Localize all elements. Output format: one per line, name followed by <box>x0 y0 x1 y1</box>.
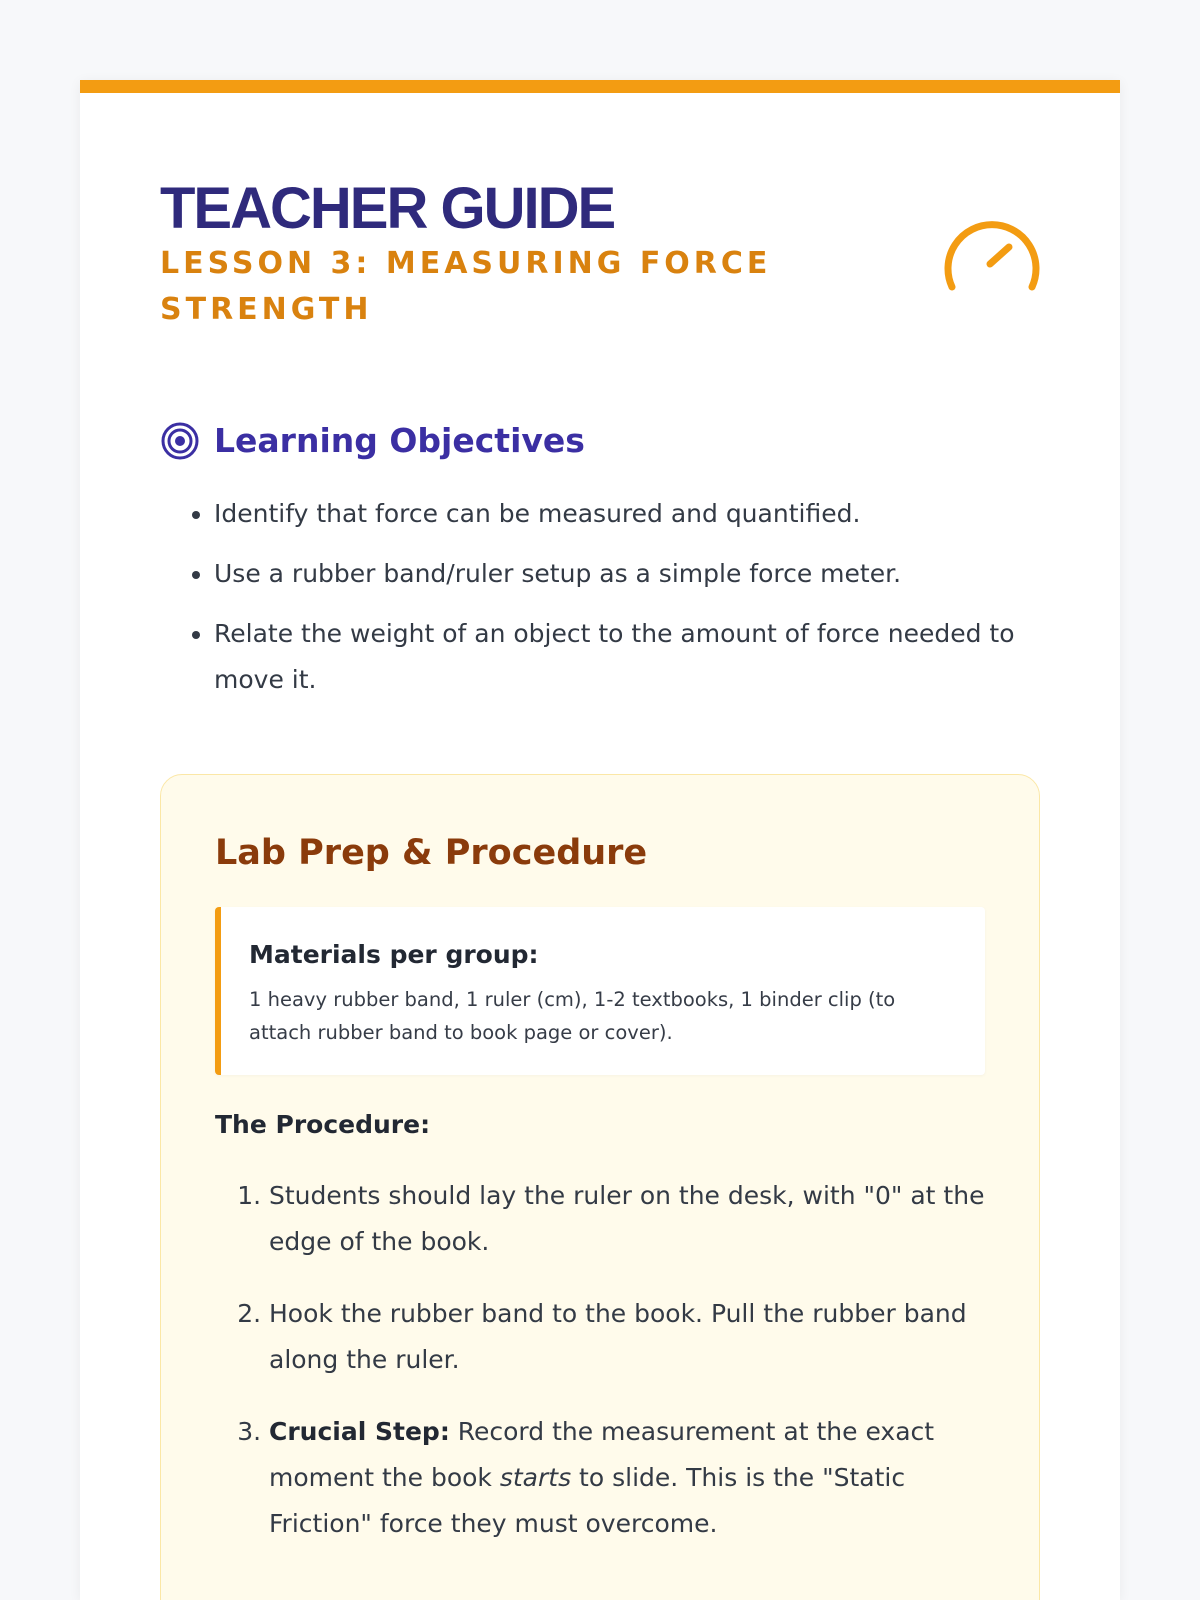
lesson-subtitle: LESSON 3: MEASURING FORCE STRENGTH <box>160 246 772 327</box>
procedure-step: 1. Students should lay the ruler on the desk, with "0" at the edge of the book. <box>269 1173 985 1265</box>
list-item: • Use a rubber band/ruler setup as a simple force meter. <box>214 551 1040 597</box>
gauge-icon <box>942 217 1042 297</box>
target-icon <box>160 421 200 461</box>
list-item: • Identify that force can be measured and quantified. <box>214 491 1040 537</box>
objectives-heading <box>160 419 1040 463</box>
step-text: Record the measurement at the exact moment the book <box>269 1417 935 1492</box>
procedure-title: The Procedure: <box>215 1110 431 1139</box>
lab-title: Lab Prep & Procedure <box>215 833 648 873</box>
objectives-title: Learning Objectives <box>214 421 585 460</box>
procedure-steps <box>215 1173 985 1547</box>
step-emphasis: starts <box>499 1463 572 1492</box>
procedure-step: 2. Hook the rubber band to the book. Pull the rubber band along the ruler. <box>269 1291 985 1383</box>
objectives-list <box>160 491 1040 703</box>
teacher-guide-page <box>80 80 1120 1600</box>
lab-prep-card <box>160 774 1040 1600</box>
learning-objectives-section <box>80 419 1120 703</box>
procedure-step <box>269 1409 985 1547</box>
materials-text: 1 heavy rubber band, 1 ruler (cm), 1-2 textbooks, 1 binder clip (to attach rubber band to book page or cover). <box>249 988 896 1044</box>
step-text: to slide. This is the "Static Friction" force they must overcome. <box>269 1463 906 1538</box>
guide-header <box>80 93 1120 333</box>
list-item: • Relate the weight of an object to the amount of force needed to move it. <box>214 611 1040 703</box>
materials-title: Materials per group: <box>249 940 539 969</box>
accent-bar <box>80 80 1120 93</box>
materials-callout <box>215 907 985 1075</box>
page-title: TEACHER GUIDE <box>160 176 615 241</box>
crucial-step-label: Crucial Step: <box>269 1417 450 1446</box>
